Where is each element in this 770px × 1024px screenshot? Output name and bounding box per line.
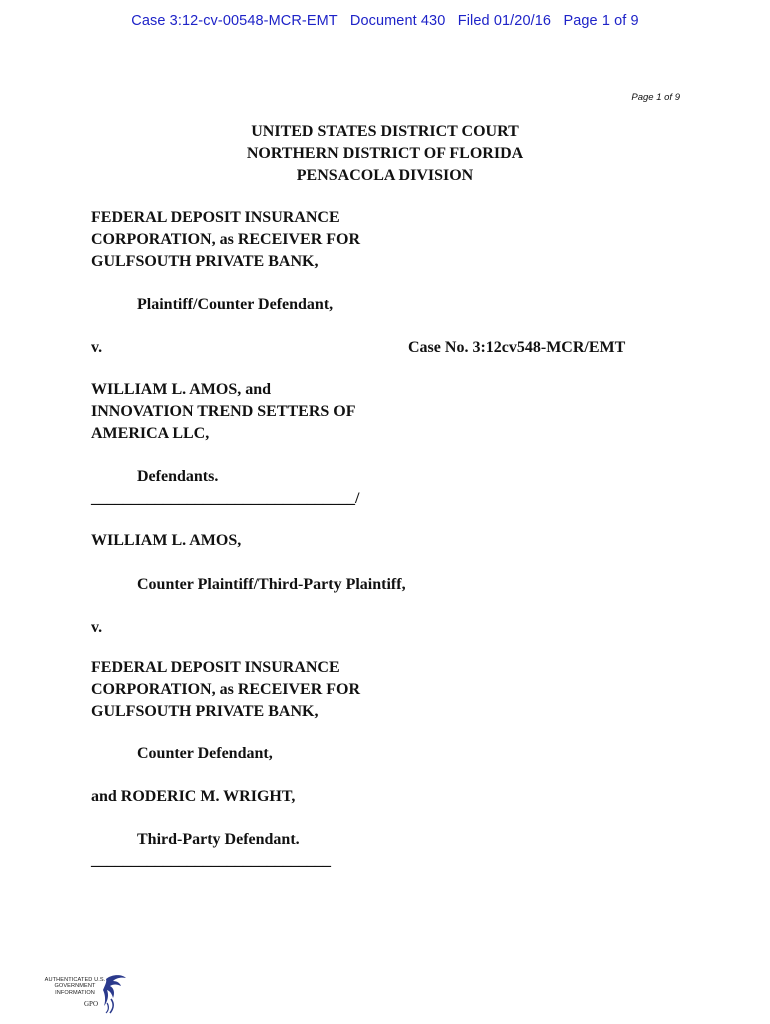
plaintiff-line-2: CORPORATION, as RECEIVER FOR [91,231,361,248]
defendants-role: Defendants. [137,468,219,485]
defendants-line-3: AMERICA LLC, [91,425,210,442]
defendants-block [91,379,356,445]
court-heading [0,121,770,187]
gpo-authentication-seal [44,973,134,1015]
page-counter: Page 1 of 9 [631,92,680,103]
plaintiff-line-3: GULFSOUTH PRIVATE BANK, [91,253,319,270]
counter-plaintiff-name: WILLIAM L. AMOS, [91,532,242,549]
seal-text: AUTHENTICATED U.S. GOVERNMENT INFORMATION [44,977,106,996]
plaintiff-role: Plaintiff/Counter Defendant, [137,296,334,313]
third-party-role: Third-Party Defendant. [137,831,300,848]
caption-rule-1: _________________________________/ [91,490,360,507]
third-party-name: and RODERIC M. WRIGHT, [91,788,296,805]
counter-defendant-line-1: FEDERAL DEPOSIT INSURANCE [91,659,340,676]
defendants-line-1: WILLIAM L. AMOS, and [91,381,272,398]
versus-1: v. [91,339,103,356]
plaintiff-block [91,207,360,273]
court-district: NORTHERN DISTRICT OF FLORIDA [246,145,524,162]
case-number: Case No. 3:12cv548-MCR/EMT [408,339,626,356]
counter-defendant-line-2: CORPORATION, as RECEIVER FOR [91,681,361,698]
counter-defendant-line-3: GULFSOUTH PRIVATE BANK, [91,703,319,720]
court-division: PENSACOLA DIVISION [296,167,474,184]
counter-defendant-role: Counter Defendant, [137,745,273,762]
counter-plaintiff-role: Counter Plaintiff/Third-Party Plaintiff, [137,576,406,593]
caption-rule-2: ______________________________ [91,852,331,869]
defendants-line-2: INNOVATION TREND SETTERS OF [91,403,356,420]
counter-defendant-block [91,657,360,723]
filing-header-stamp: Case 3:12-cv-00548-MCR-EMT Document 430 Filed 01/20/16 Page 1 of 9 [131,13,639,29]
court-name: UNITED STATES DISTRICT COURT [251,123,519,140]
versus-2: v. [91,619,103,636]
eagle-emblem-icon [102,973,128,1015]
plaintiff-line-1: FEDERAL DEPOSIT INSURANCE [91,209,340,226]
seal-label: GPO [84,1000,99,1008]
